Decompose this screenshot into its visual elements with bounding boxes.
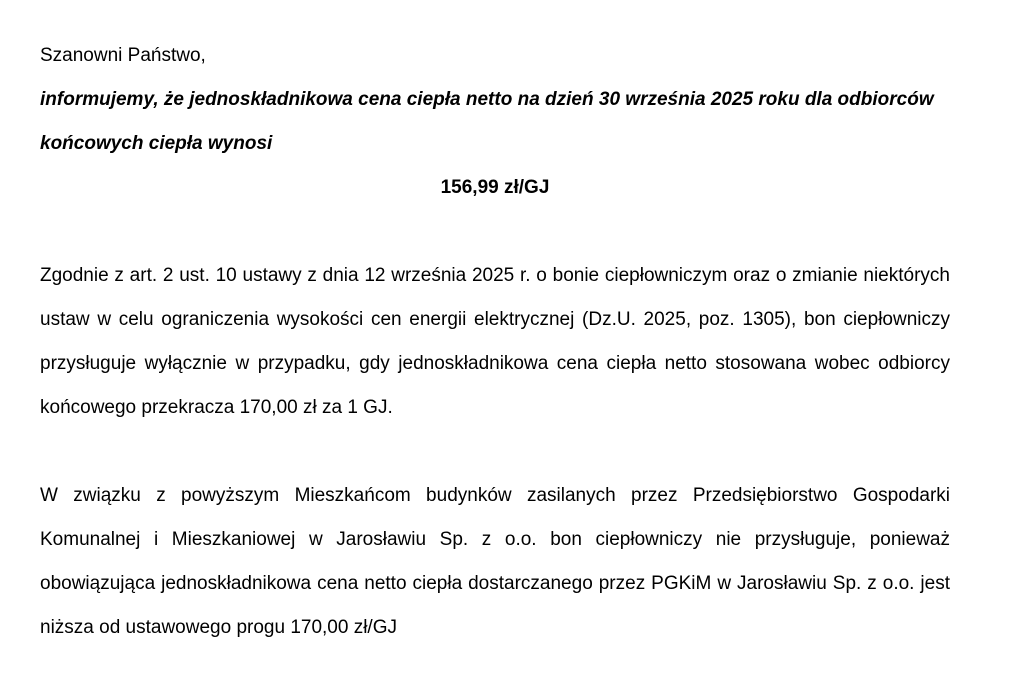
price-value: 156,99 zł/GJ — [440, 177, 550, 198]
conclusion-paragraph: W związku z powyższym Mieszkańcom budynków zasilanych przez Przedsiębiorstwo Gospodarki Komunalnej i Mieszkaniowej w Jarosławiu Sp. z o.o. bon ciepłowniczy nie przysługuje, ponieważ obowiązująca jednoskładnikowa cena netto ciepła dostarczanego przez PGKiM w Jarosławiu Sp. z o.o. jest niższa od ustawowego progu 170,00 zł/GJ — [40, 485, 950, 638]
legal-paragraph: Zgodnie z art. 2 ust. 10 ustawy z dnia 12 września 2025 r. o bonie ciepłowniczym oraz o zmianie niektórych ustaw w celu ograniczenia wysokości cen energii elektrycznej (Dz.U. 2025, poz. 1305), bon ciepłowniczy przysługuje wyłącznie w przypadku, gdy jednoskładnikowa cena ciepła netto stosowana wobec odbiorcy końcowego przekracza 170,00 zł za 1 GJ. — [40, 265, 950, 418]
intro-paragraph: informujemy, że jednoskładnikowa cena ciepła netto na dzień 30 września 2025 roku dla odbiorców końcowych ciepła wynosi — [40, 89, 934, 154]
greeting-line: Szanowni Państwo, — [40, 45, 206, 66]
